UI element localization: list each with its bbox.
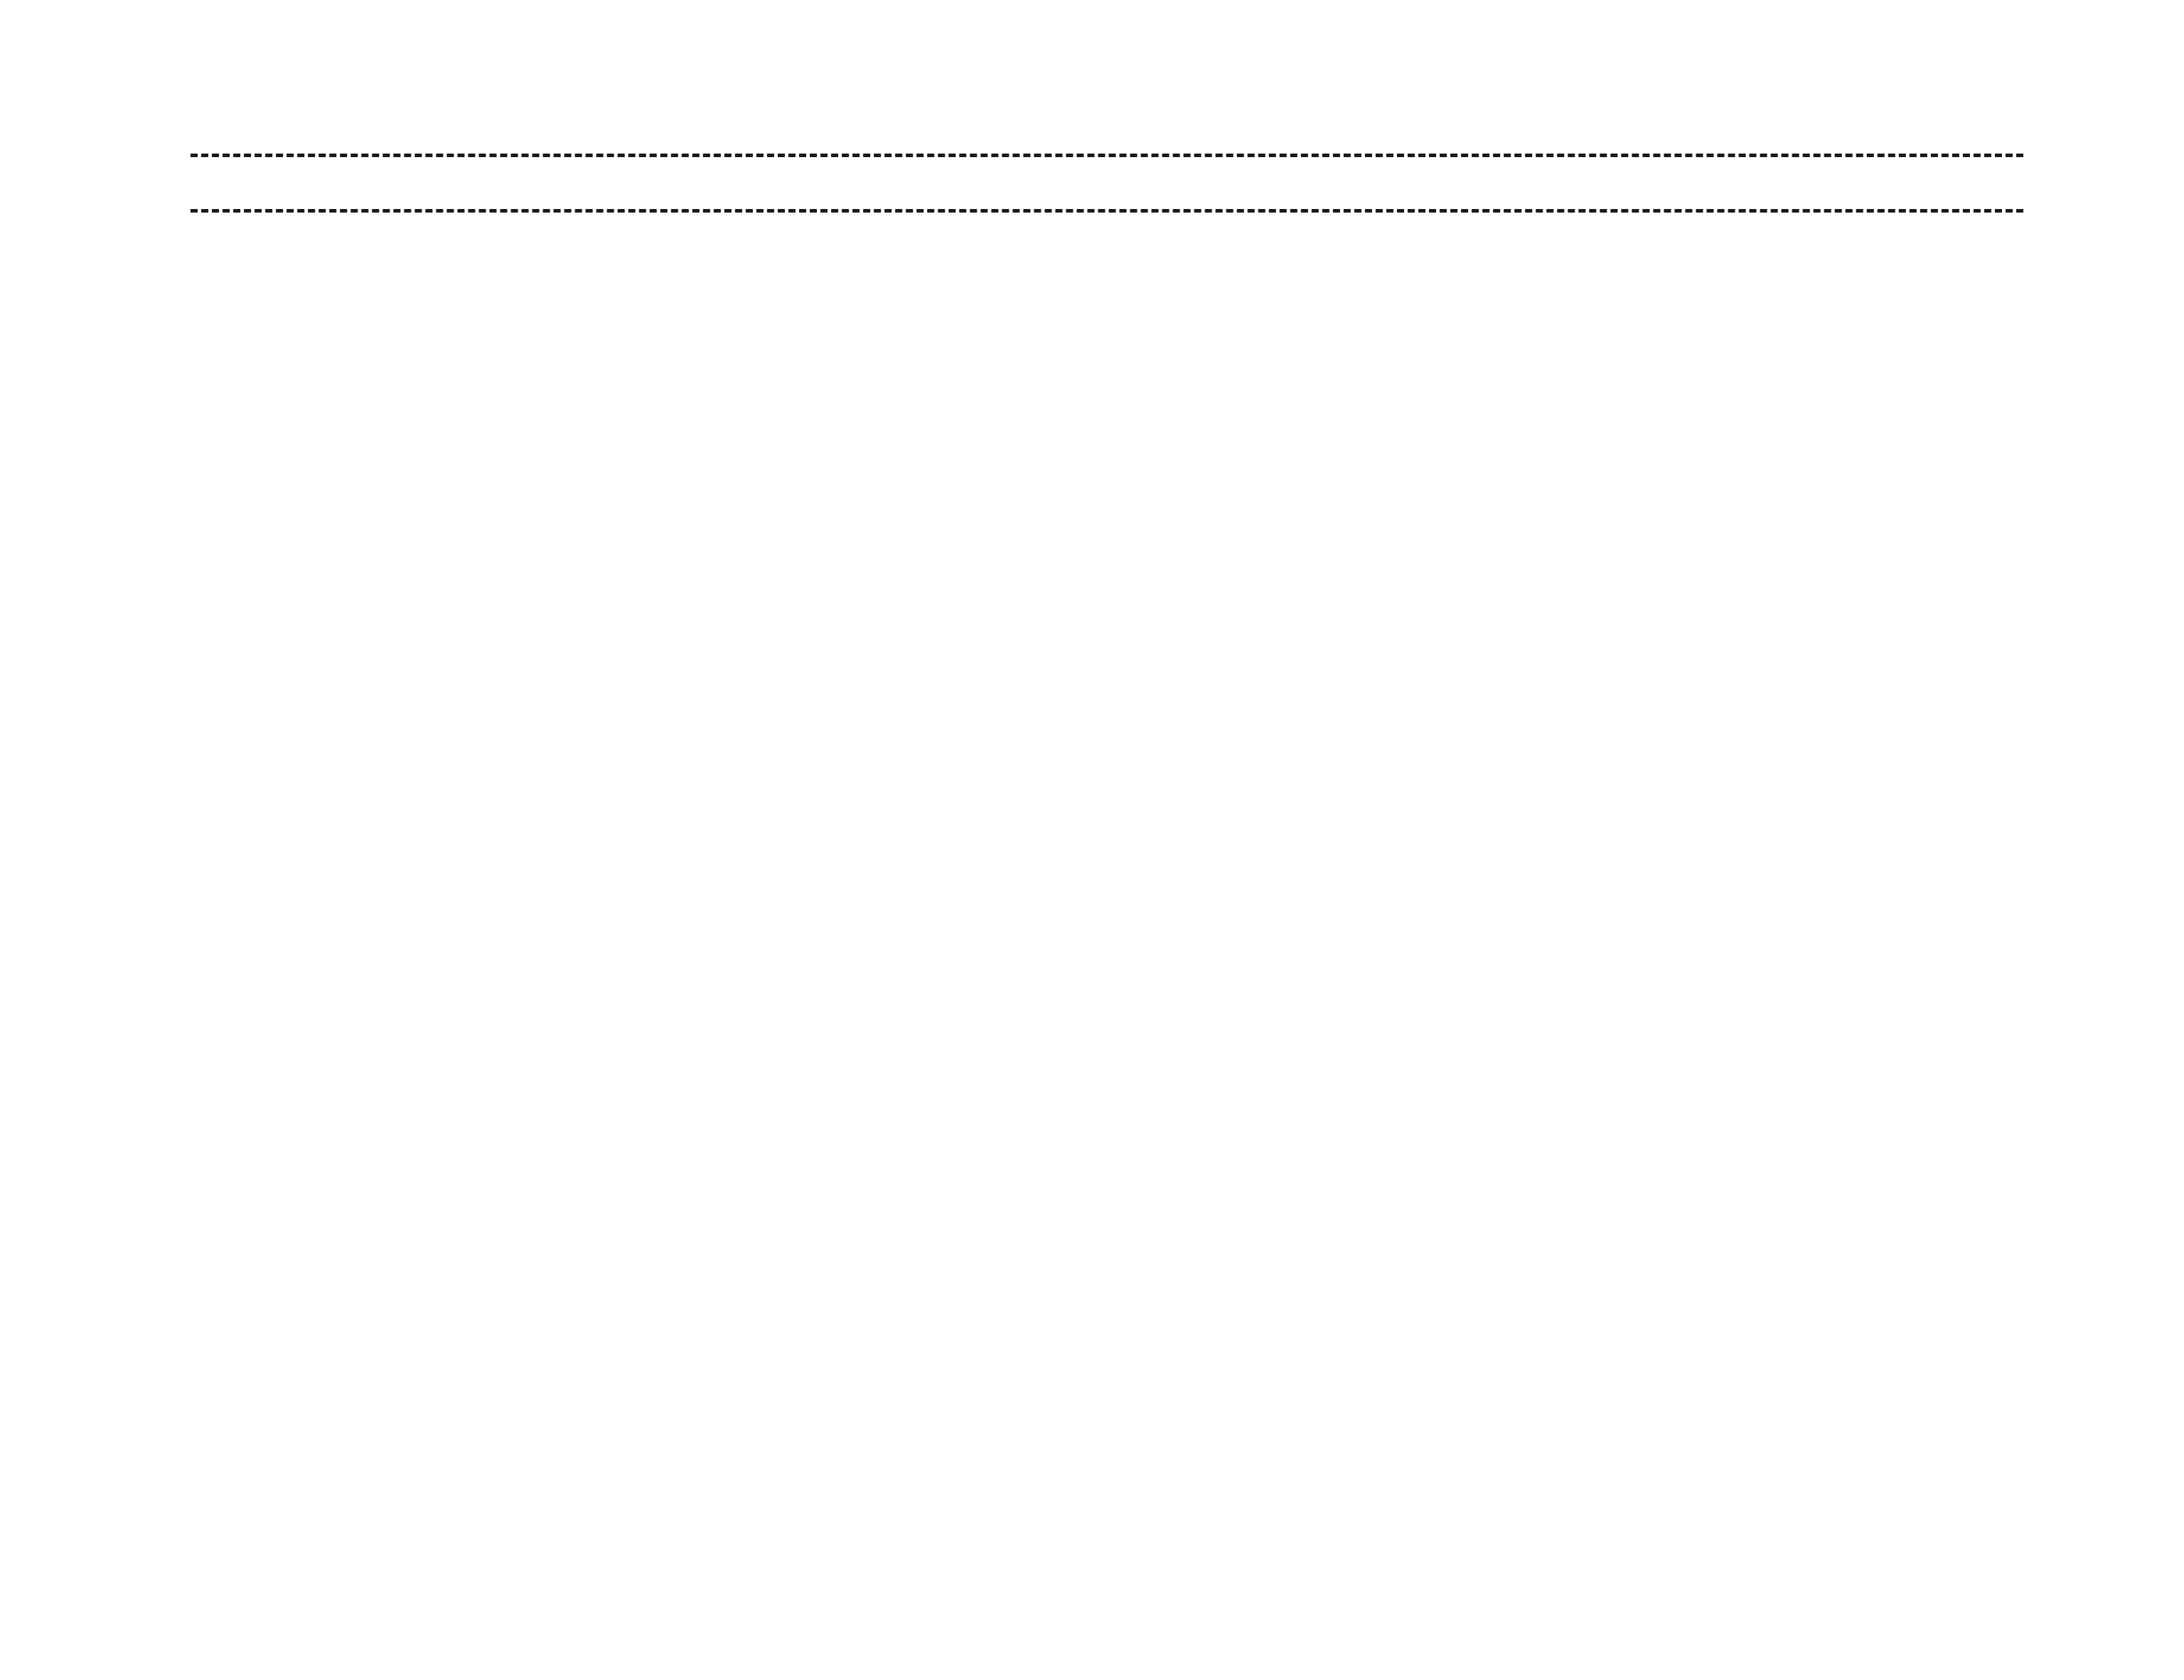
header-rule-top: [191, 154, 2023, 157]
header-rule-bottom: [191, 209, 2023, 213]
